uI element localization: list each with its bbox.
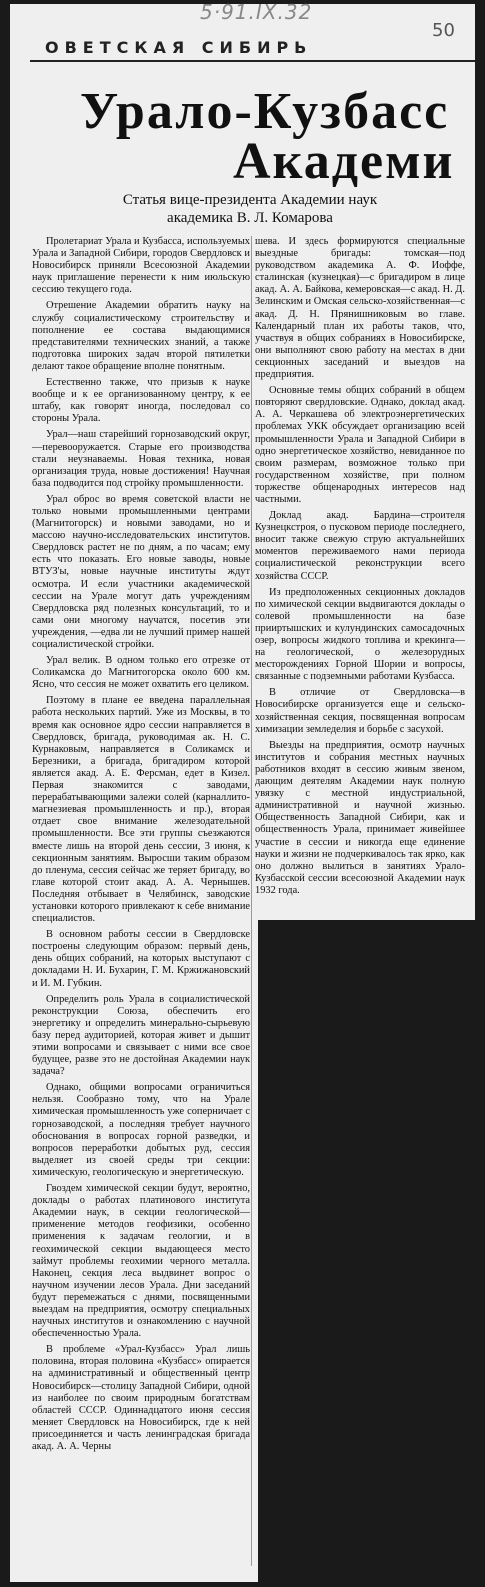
- paragraph: шева. И здесь формируются специальные выездные бригады: томская—под руководством академика А. Ф. Иоффе, сталинская (кузнецкая)—с бригадиром в лице акад. А. А. Байкова, кемеровская—с акад. Н. Д. Зелинским и Омская сельско-хозяйственная—с акад. Д. Н. Прянишниковым во главе. Календарный план их работы таков, что, участвуя в общих собраниях в Новосибирске, они выполняют свою работу на местах в дни секционных заседаний и выездов на предприятия.: [255, 236, 465, 381]
- handwritten-date: 5·91.IX.32: [200, 0, 313, 24]
- paragraph: В отличие от Свердловска—в Новосибирске организуется еще и сельско-хозяйственная секция, посвященная вопросам химизации земледелия и борьбе с засухой.: [255, 687, 465, 735]
- paragraph: Основные темы общих собраний в общем повторяют свердловские. Однако, доклад акад. А. А. Черкашева об электроэнергетических проблемах УКК обсуждает организацию всей промышленности Урала и Западной Сибири в одно энергетическое хозяйство, невиданное по своим размерам, возможное только при государственном хозяйстве, при полном торжестве общенародных интересов над частными.: [255, 385, 465, 505]
- paragraph: Урал оброс во время советской власти не только новыми промышленными центрами (Магнитогорск) и новыми заводами, но и массою научно-исследовательских институтов. Свердловск растет не по дням, а по часам; ему есть что показать. Его новые заводы, новые ВТУЗ'ы, новые научные институты ждут осмотра. И если участники академической сессии на Урале могут дать учреждениям Свердловска ряд полезных консультаций, то и сами они многому научатся, посетив эти учреждения, —едва ли не лучший пример нашей социалистической стройки.: [32, 493, 250, 650]
- paragraph: Однако, общими вопросами ограничиться нельзя. Сообразно тому, что на Урале химическая промышленность уже соперничает с горнозаводской, а последняя требует научного обоснования в вопросах горной разведки, и вопросов переработки добытых руд, сессия выделяет из своей среды три секции: химическую, геологическую и энергетическую.: [32, 1082, 250, 1178]
- paragraph: Определить роль Урала в социалистической реконструкции Союза, обеспечить его энергетику и определить минерально-сырьевую базу перед аудиторией, которая живет и дышит этими вопросами и связывает с ними все свое будущее, разве это не достойная Академии наук задача?: [32, 993, 250, 1078]
- scan-background: [258, 920, 485, 1587]
- article-column-right: [255, 236, 465, 912]
- headline-line-2: Академи: [233, 133, 455, 190]
- paragraph: Доклад акад. Бардина—строителя Кузнецкстроя, о пусковом периоде последнего, вносит также свежую струю актуальнейших моментов переживаемого нами периода социалистической реконструкции всего хозяйства СССР.: [255, 510, 465, 582]
- subtitle-line-1: Статья вице-президента Академии наук: [122, 192, 378, 208]
- paragraph: Из предположенных секционных докладов по химической секции выдвигаются доклады о солевой промышленности на базе прииртышских и кулундинских самосадочных озер, вопросы жидкого топлива и крекинга—на геологической, о железорудных месторождениях Горной Шории и вопросы, связанные с подземными работами Кузбасса.: [255, 586, 465, 683]
- masthead-rule: [30, 60, 475, 62]
- paragraph: В основном работы сессии в Свердловске построены следующим образом: первый день, день общих собраний, на которых выступают с докладами Н. И. Бухарин, Г. М. Кржижановский и И. М. Губкин.: [32, 929, 250, 989]
- paragraph: В проблеме «Урал-Кузбасс» Урал лишь половина, вторая половина «Кузбасс» опирается на административный и общественный центр Новосибирск—столицу Западной Сибири, одной из наиболее по своим природным богатствам областей СССР. Одиннадцатого июня сессия меняет Свердловск на Новосибирск, где к ней присоединяется и часть ленинградская бригада акад. А. А. Черны: [32, 1344, 250, 1452]
- newspaper-masthead: ОВЕТСКАЯ СИБИРЬ: [45, 38, 313, 57]
- subtitle-line-2: академика В. Л. Комарова: [167, 210, 333, 226]
- paragraph: Естественно также, что призыв к науке вообще и к ее организованному центру, к ее штабу, как говорят иногда, последовал со стороны Урала.: [32, 377, 250, 425]
- column-divider: [251, 236, 252, 1566]
- handwritten-page-number: 50: [432, 20, 455, 41]
- paragraph: Гвоздем химической секции будут, вероятно, доклады о работах платинового института Академии наук, в секции геологической—применение методов геофизики, особенно применения к задачам геологии, и в геохимической секции выдающееся место займут проблемы геохимии черного металла. Наконец, секция леса выдвинет вопрос о научном изучении лесов Урала. Дни заседаний будут перемежаться с днями, посвященными выездам на предприятия, осмотру специальных научных институтов и ознакомлению с научной обеспеченностью Урала.: [32, 1183, 250, 1340]
- article-column-left: [32, 236, 250, 1566]
- paragraph: Урал велик. В одном только его отрезке от Соликамска до Магнитогорска около 600 км. Ясно, что сессия не может охватить его целиком.: [32, 655, 250, 691]
- headline-line-1: Урало-Кузбасс: [80, 83, 450, 140]
- paragraph: Поэтому в плане ее введена параллельная работа нескольких партий. Уже из Москвы, в то время как основное ядро сессии направляется в Свердловск, бригада, руководимая ак. Н. С. Курнаковым, направляется в Соликамск и Березники, а бригада, бригадиром которой является акад. А. Е. Ферсман, едет в Кизел. Первая знакомится с заводами, перерабатывающими залежи солей (карналлито-магнезиевая промышленность и пр.), вторая отдает свое внимание железодательной промышленности. Все эти группы съезжаются вместе лишь на второй день сессии, 3 июня, к секционным занятиям. Выросши таким образом до пленума, сессия сейчас же теряет бригаду, во главе которой стоит акад. А. А. Чернышев. Последняя отбывает в Челябинск, заводские установки которого привлекают к себе внимание специалистов.: [32, 695, 250, 925]
- paragraph: Выезды на предприятия, осмотр научных институтов и собрания местных научных работников входят в сессию живым звеном, дающим деятелям Академии наук полную увязку с местной индустриальной, административной и научной жизнью. Общественность Западной Сибири, как и общественность Урала, принимает живейшее участие в сессии и никогда еще единение науки и жизни не подчеркивалось так ярко, как оно должно вылиться в занятиях Урало-Кузбасской сессии всесоюзной Академии наук 1932 года.: [255, 739, 465, 896]
- paragraph: Урал—наш старейший горнозаводский округ,—перевооружается. Старые его производства стали неузнаваемы. Новая техника, новая организация труда, новые достижения! Научная база подводится под стройку промышленности.: [32, 429, 250, 489]
- paragraph: Пролетариат Урала и Кузбасса, используемых Урала и Западной Сибири, городов Свердловск и Новосибирск приняли Всесоюзной Академии наук приглашение перенести к ним июльскую сессию текущего года.: [32, 236, 250, 296]
- paragraph: Отрешение Академии обратить науку на службу социалистическому строительству и пополнение ее состава выдающимися представителями технических знаний, а также подготовка широких задач второй пятилетки делают такое обращение вполне понятным.: [32, 300, 250, 372]
